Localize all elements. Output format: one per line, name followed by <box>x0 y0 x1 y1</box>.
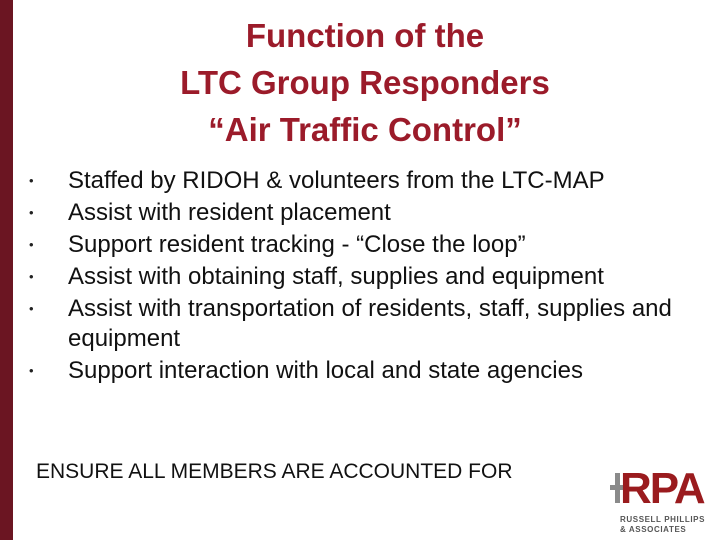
side-accent-bar <box>0 0 13 540</box>
bullet-text: Assist with transportation of residents, staff, supplies and equipment <box>68 295 672 352</box>
logo-line-1: RUSSELL PHILLIPS <box>620 515 706 524</box>
title-line-3: “Air Traffic Control” <box>208 111 522 148</box>
bullet-text: Support interaction with local and state agencies <box>68 357 583 384</box>
bullet-dot-icon: • <box>29 237 34 252</box>
rpa-logo <box>608 464 714 537</box>
bullet-list <box>22 166 716 388</box>
bullet-dot-icon: • <box>29 269 34 284</box>
bullet-item <box>22 294 716 354</box>
slide-title <box>40 12 690 153</box>
bullet-item <box>22 198 716 228</box>
footer-statement: ENSURE ALL MEMBERS ARE ACCOUNTED FOR <box>36 460 513 483</box>
bullet-text: Support resident tracking - “Close the loop” <box>68 231 526 258</box>
bullet-item <box>22 230 716 260</box>
bullet-item <box>22 262 716 292</box>
title-line-1: Function of the <box>245 17 485 54</box>
bullet-text: Assist with obtaining staff, supplies and equipment <box>68 263 604 290</box>
title-line-2: LTC Group Responders <box>180 64 550 101</box>
bullet-dot-icon: • <box>29 173 34 188</box>
logo-line-2: & ASSOCIATES <box>620 525 687 534</box>
bullet-text: Staffed by RIDOH & volunteers from the LTC-MAP <box>68 167 605 194</box>
bullet-dot-icon: • <box>29 363 34 378</box>
bullet-item <box>22 356 716 386</box>
logo-mark: RPA <box>620 464 704 513</box>
bullet-text: Assist with resident placement <box>68 199 391 226</box>
bullet-dot-icon: • <box>29 205 34 220</box>
bullet-item <box>22 166 716 196</box>
bullet-dot-icon: • <box>29 301 34 316</box>
